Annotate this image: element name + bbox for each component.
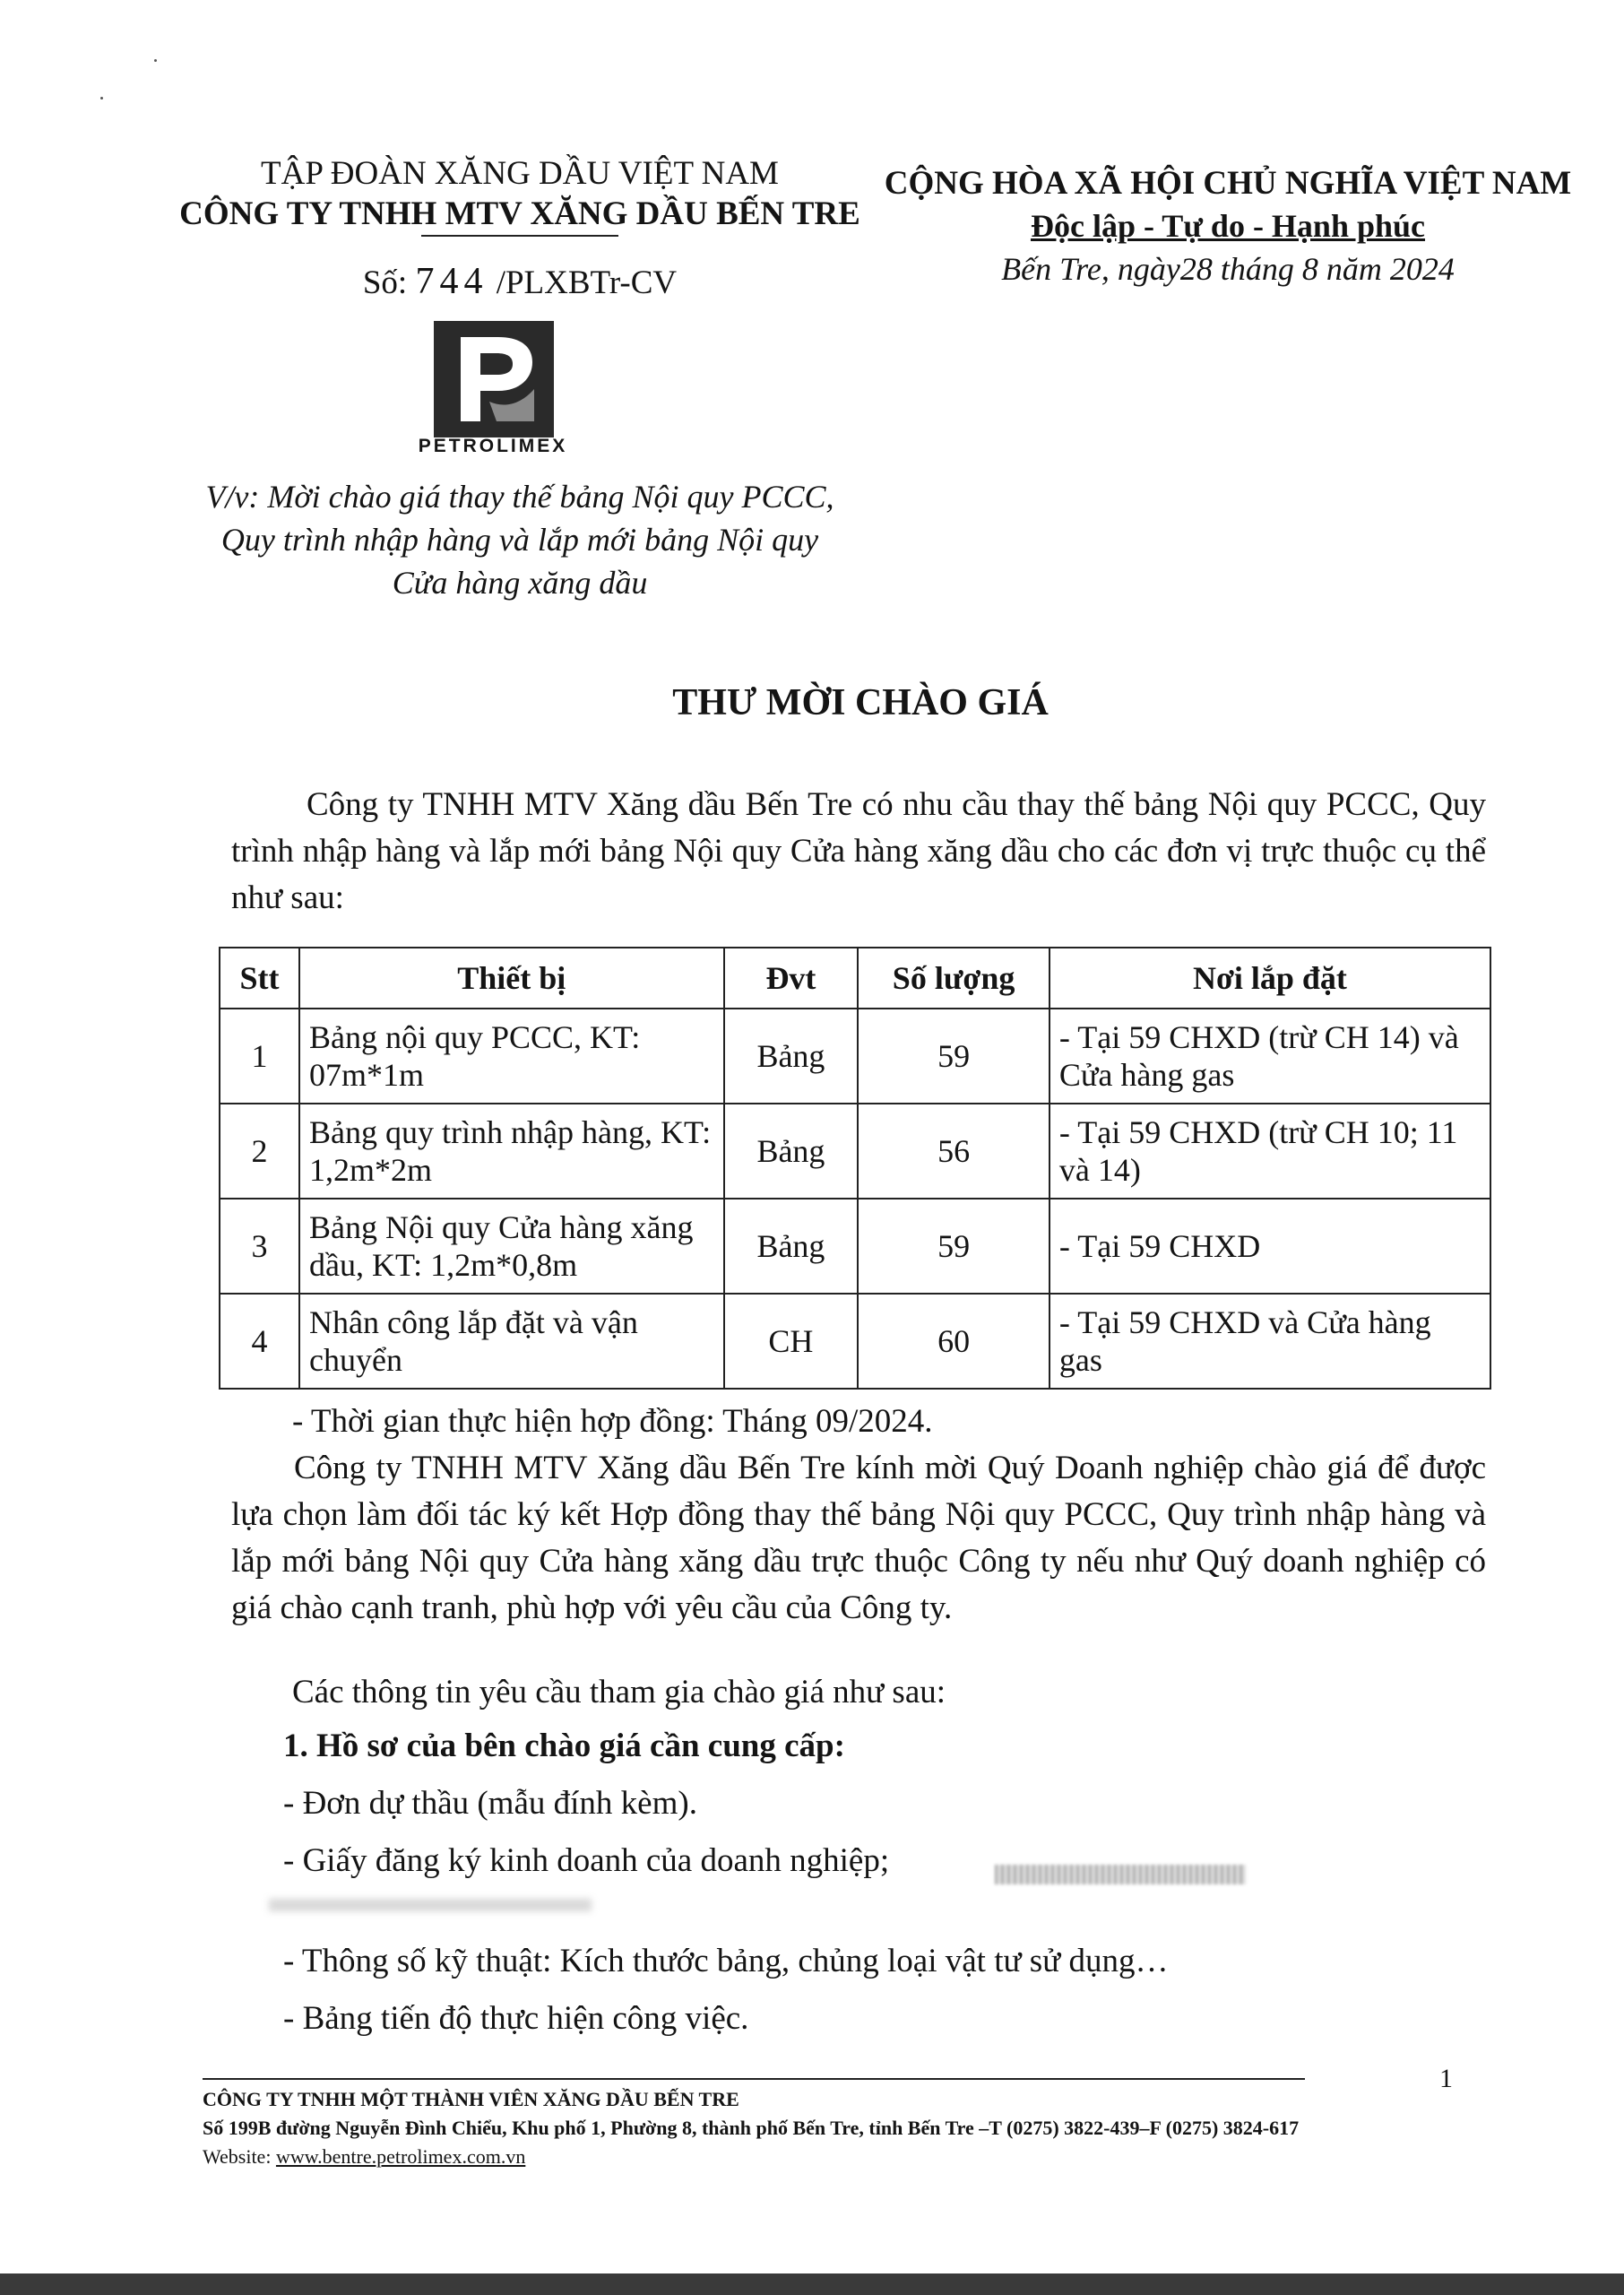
list-item: - Giấy đăng ký kinh doanh của doanh nghiệp; xyxy=(283,1842,890,1879)
cell-unit: Bảng xyxy=(724,1009,859,1104)
cell-location: - Tại 59 CHXD xyxy=(1050,1199,1490,1294)
cell-unit: Bảng xyxy=(724,1199,859,1294)
footer-website-link[interactable]: www.bentre.petrolimex.com.vn xyxy=(275,2145,526,2168)
cell-device: Bảng Nội quy Cửa hàng xăng dầu, KT: 1,2m*0,8m xyxy=(299,1199,724,1294)
cell-device: Bảng quy trình nhập hàng, KT: 1,2m*2m xyxy=(299,1104,724,1199)
cell-unit: Bảng xyxy=(724,1104,859,1199)
section-1-heading: 1. Hồ sơ của bên chào giá cần cung cấp: xyxy=(283,1728,845,1764)
cell-location: - Tại 59 CHXD (trừ CH 14) và Cửa hàng gas xyxy=(1050,1009,1490,1104)
cell-quantity: 59 xyxy=(858,1199,1050,1294)
list-item: - Bảng tiến độ thực hiện công việc. xyxy=(283,2000,749,2037)
document-number-suffix: /PLXBTr-CV xyxy=(496,264,678,301)
cell-stt: 3 xyxy=(220,1199,299,1294)
document-number-prefix: Số: xyxy=(362,264,408,301)
cell-location: - Tại 59 CHXD (trừ CH 10; 11 và 14) xyxy=(1050,1104,1490,1199)
cell-quantity: 56 xyxy=(858,1104,1050,1199)
date-place: Bến Tre, ngày xyxy=(1001,251,1180,287)
logo-text: PETROLIMEX xyxy=(418,436,568,456)
petrolimex-logo-icon xyxy=(434,321,554,437)
date-day: 28 xyxy=(1179,251,1213,287)
scan-speck xyxy=(154,59,157,62)
document-number-value: 744 xyxy=(415,261,488,302)
subject-line-3: Cửa hàng xăng dầu xyxy=(392,565,648,601)
invitation-paragraph: Công ty TNHH MTV Xăng dầu Bến Tre kính mời Quý Doanh nghiệp chào giá để được lựa chọn làm đối tác ký kết Hợp đồng thay thế bảng Nội quy PCCC, Quy trình nhập hàng và lắp mới bảng Nội quy Cửa hàng xăng dầu trực thuộc Công ty nếu như Quý doanh nghiệp có giá chào cạnh tranh, phù hợp với yêu cầu của Công ty. xyxy=(231,1450,1486,1626)
footer-website-label: Website: xyxy=(203,2145,272,2168)
column-header-location: Nơi lắp đặt xyxy=(1050,948,1490,1009)
table-header-row xyxy=(220,948,1490,1009)
cell-stt: 1 xyxy=(220,1009,299,1104)
cell-device: Nhân công lắp đặt và vận chuyển xyxy=(299,1294,724,1389)
document-title: THƯ MỜI CHÀO GIÁ xyxy=(672,682,1049,723)
intro-paragraph: Công ty TNHH MTV Xăng dầu Bến Tre có nhu cầu thay thế bảng Nội quy PCCC, Quy trình nhập hàng và lắp mới bảng Nội quy Cửa hàng xăng dầu cho các đơn vị trực thuộc cụ thể như sau: xyxy=(231,786,1486,916)
national-title: CỘNG HÒA XÃ HỘI CHỦ NGHĨA VIỆT NAM xyxy=(884,165,1572,202)
document-number xyxy=(179,260,860,303)
redacted-text xyxy=(269,1899,592,1911)
column-header-unit: Đvt xyxy=(724,948,859,1009)
column-header-quantity: Số lượng xyxy=(858,948,1050,1009)
table-row xyxy=(220,1294,1490,1389)
footer-address: Số 199B đường Nguyễn Đình Chiểu, Khu phố 1, Phường 8, thành phố Bến Tre, tỉnh Bến Tre –T (0275) 3822-439–F (0275) 3824-617 xyxy=(203,2117,1300,2139)
footer-website xyxy=(203,2143,1547,2171)
column-header-stt: Stt xyxy=(220,948,299,1009)
issuer-header xyxy=(179,154,860,237)
footer xyxy=(203,2085,1547,2171)
national-motto: Độc lập - Tự do - Hạnh phúc xyxy=(1030,208,1426,244)
cell-stt: 4 xyxy=(220,1294,299,1389)
requirements-intro: Các thông tin yêu cầu tham gia chào giá như sau: xyxy=(292,1674,946,1710)
list-item: - Thông số kỹ thuật: Kích thước bảng, chủng loại vật tư sử dụng… xyxy=(283,1943,1169,1979)
subject-line-2: Quy trình nhập hàng và lắp mới bảng Nội quy xyxy=(220,522,819,558)
cell-quantity: 59 xyxy=(858,1009,1050,1104)
scan-speck xyxy=(100,97,103,100)
cell-device: Bảng nội quy PCCC, KT: 07m*1m xyxy=(299,1009,724,1104)
table-row xyxy=(220,1199,1490,1294)
footer-company: CÔNG TY TNHH MỘT THÀNH VIÊN XĂNG DẦU BẾN TRE xyxy=(203,2088,739,2110)
national-header xyxy=(878,163,1577,290)
cell-location: - Tại 59 CHXD và Cửa hàng gas xyxy=(1050,1294,1490,1389)
column-header-device: Thiết bị xyxy=(299,948,724,1009)
list-item: - Đơn dự thầu (mẫu đính kèm). xyxy=(283,1785,697,1822)
document-date xyxy=(878,247,1577,290)
footer-divider xyxy=(203,2078,1305,2080)
scan-edge xyxy=(0,2273,1624,2295)
table-row xyxy=(220,1104,1490,1199)
table-row xyxy=(220,1009,1490,1104)
cell-stt: 2 xyxy=(220,1104,299,1199)
page-number: 1 xyxy=(1439,2064,1453,2093)
date-month-label: tháng xyxy=(1220,251,1294,287)
date-year: năm 2024 xyxy=(1326,251,1455,287)
subject-line xyxy=(161,475,878,604)
cell-quantity: 60 xyxy=(858,1294,1050,1389)
header-left-divider xyxy=(421,235,618,237)
contract-time: - Thời gian thực hiện hợp đồng: Tháng 09/2024. xyxy=(292,1403,933,1440)
equipment-table xyxy=(219,947,1491,1390)
redacted-text xyxy=(995,1865,1246,1884)
date-month: 8 xyxy=(1301,251,1318,287)
company-name: CÔNG TY TNHH MTV XĂNG DẦU BẾN TRE xyxy=(179,195,860,232)
subject-line-1: V/v: Mời chào giá thay thế bảng Nội quy PCCC, xyxy=(205,479,834,515)
parent-organization: TẬP ĐOÀN XĂNG DẦU VIỆT NAM xyxy=(261,155,779,192)
cell-unit: CH xyxy=(724,1294,859,1389)
